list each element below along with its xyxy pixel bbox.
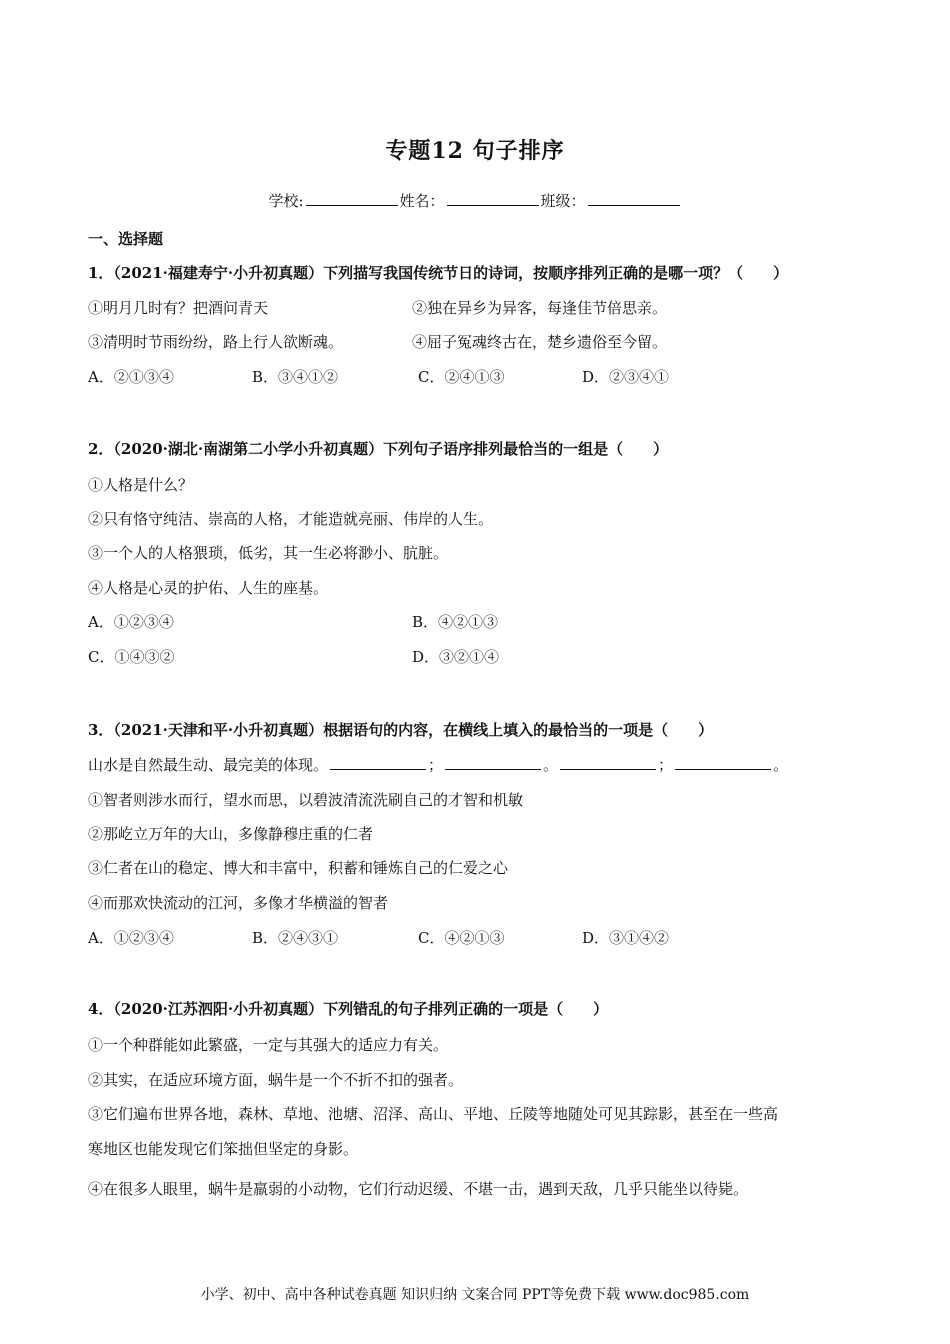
q3-blank-2[interactable] — [445, 755, 541, 770]
q1-item-3: ③清明时节雨纷纷，路上行人欲断魂。 — [88, 333, 344, 351]
q2-option-d[interactable]: D．③②①④ — [412, 648, 500, 666]
q3-item-3: ③仁者在山的稳定、博大和丰富中，积蓄和锤炼自己的仁爱之心 — [88, 859, 509, 877]
q1-option-c[interactable]: C．②④①③ — [418, 368, 505, 386]
q3-option-a[interactable]: A．①②③④ — [88, 929, 174, 947]
q3-item-1: ①智者则涉水而行，望水而思，以碧波清流洗刷自己的才智和机敏 — [88, 791, 524, 809]
student-info-line — [0, 190, 950, 211]
q4-item-2: ②其实，在适应环境方面，蜗牛是一个不折不扣的强者。 — [88, 1071, 464, 1089]
school-blank[interactable] — [306, 191, 398, 206]
page-title: 专题12 句子排序 — [385, 138, 565, 164]
q3-option-b[interactable]: B．②④③① — [252, 929, 339, 947]
q1-option-b[interactable]: B．③④①② — [252, 368, 339, 386]
q3-blank-1[interactable] — [330, 755, 426, 770]
q2-item-4: ④人格是心灵的护佑、人生的座基。 — [88, 579, 329, 597]
question-3-head: 3．（2021·天津和平·小升初真题）根据语句的内容，在横线上填入的最恰当的一项是（ ） — [88, 721, 714, 739]
q2-item-1: ①人格是什么？ — [88, 476, 194, 494]
q1-item-2: ②独在异乡为异客，每逢佳节倍思亲。 — [412, 299, 668, 317]
q2-item-2: ②只有恪守纯洁、崇高的人格，才能造就亮丽、伟岸的人生。 — [88, 510, 494, 528]
footer-ad[interactable]: 小学、初中、高中各种试卷真题 知识归纳 文案合同 PPT等免费下载 www.doc985.com — [200, 1287, 750, 1303]
q3-blank-3[interactable] — [560, 755, 656, 770]
q1-item-4: ④屈子冤魂终古在，楚乡遗俗至今留。 — [412, 333, 668, 351]
q4-item-3-cont: 寒地区也能发现它们笨拙但坚定的身影。 — [88, 1140, 359, 1158]
q1-item-1: ①明月几时有？把酒问青天 — [88, 299, 269, 317]
q3-item-4: ④而那欢快流动的江河，多像才华横溢的智者 — [88, 894, 389, 912]
q3-option-c[interactable]: C．④②①③ — [418, 929, 505, 947]
q3-option-d[interactable]: D．③①④② — [582, 929, 670, 947]
q1-option-d[interactable]: D．②③④① — [582, 368, 670, 386]
section-heading: 一、选择题 — [88, 230, 164, 248]
class-label: 班级： — [540, 192, 586, 210]
name-blank[interactable] — [447, 191, 539, 206]
q2-option-b[interactable]: B．④②①③ — [412, 613, 499, 631]
q2-item-3: ③一个人的人格猥琐，低劣，其一生必将渺小、肮脏。 — [88, 544, 449, 562]
question-1-head: 1．（2021·福建寿宁·小升初真题）下列描写我国传统节日的诗词，按顺序排列正确的是哪一项？（ ） — [88, 264, 789, 282]
question-4-head: 4．（2020·江苏泗阳·小升初真题）下列错乱的句子排列正确的一项是（ ） — [88, 1000, 609, 1018]
q3-stem: 山水是自然最生动、最完美的体现。 ； 。 ； 。 — [88, 756, 789, 774]
q3-stem-text: 山水是自然最生动、最完美的体现。 — [88, 756, 329, 774]
q1-option-a[interactable]: A．②①③④ — [88, 368, 174, 386]
q2-option-c[interactable]: C．①④③② — [88, 648, 175, 666]
q4-item-4: ④在很多人眼里，蜗牛是羸弱的小动物，它们行动迟缓、不堪一击，遇到天敌，几乎只能坐以待毙。 — [88, 1180, 749, 1198]
q4-item-1: ①一个种群能如此繁盛，一定与其强大的适应力有关。 — [88, 1036, 449, 1054]
q2-option-a[interactable]: A．①②③④ — [88, 613, 174, 631]
q3-item-2: ②那屹立万年的大山，多像静穆庄重的仁者 — [88, 825, 374, 843]
school-label: 学校: — [268, 192, 304, 210]
q4-item-3: ③它们遍布世界各地，森林、草地、池塘、沼泽、高山、平地、丘陵等地随处可见其踪影，甚至在一些高 — [88, 1105, 779, 1123]
question-2-head: 2．（2020·湖北·南湖第二小学小升初真题）下列句子语序排列最恰当的一组是（ ） — [88, 440, 669, 458]
q3-blank-4[interactable] — [675, 755, 771, 770]
class-blank[interactable] — [588, 191, 680, 206]
name-label: 姓名： — [399, 192, 445, 210]
